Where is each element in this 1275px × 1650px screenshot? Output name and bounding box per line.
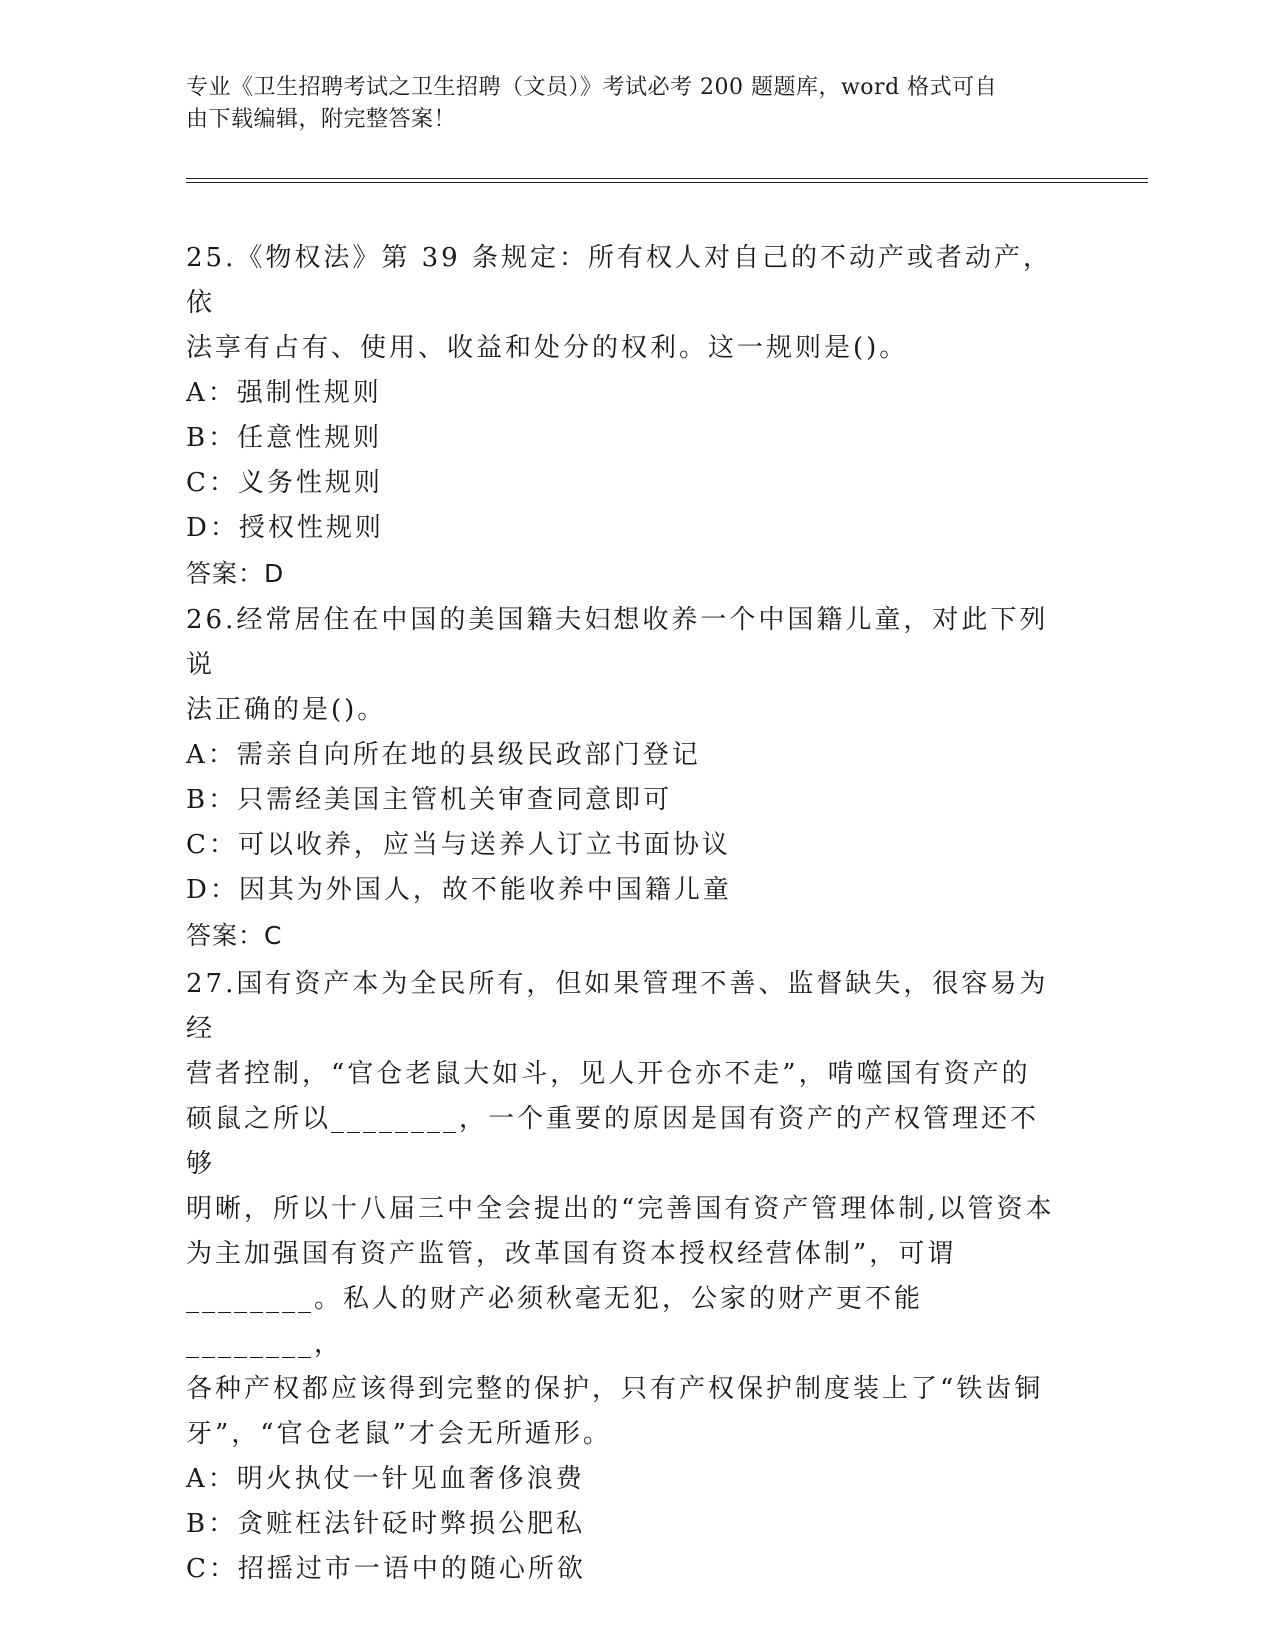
header-line-1: 专业《卫生招聘考试之卫生招聘（文员）》考试必考 200 题题库，word 格式可自 <box>186 75 998 100</box>
option-c: C：招摇过市一语中的随心所欲 <box>186 1554 586 1584</box>
question-stem-line: 26.经常居住在中国的美国籍夫妇想收养一个中国籍儿童，对此下列说 <box>186 605 1049 680</box>
question-stem-line: 27.国有资产本为全民所有，但如果管理不善、监督缺失，很容易为经 <box>186 969 1049 1044</box>
document-header <box>186 72 1066 136</box>
question-stem-line: 牙”，“官仓老鼠”才会无所遁形。 <box>186 1419 612 1449</box>
question-stem-line: 为主加强国有资产监管，改革国有资本授权经营体制”，可谓 <box>186 1239 957 1269</box>
option-a: A：需亲自向所在地的县级民政部门登记 <box>186 740 701 770</box>
question-stem-line: 各种产权都应该得到完整的保护，只有产权保护制度装上了“铁齿铜 <box>186 1374 1044 1404</box>
question-stem-line: 明晰，所以十八届三中全会提出的“完善国有资产管理体制,以管资本 <box>186 1194 1055 1224</box>
header-divider-top <box>186 178 1148 179</box>
question-stem-line: 法享有占有、使用、收益和处分的权利。这一规则是()。 <box>186 333 909 363</box>
option-c: C：可以收养，应当与送养人订立书面协议 <box>186 830 731 860</box>
question-stem-line: 法正确的是()。 <box>186 695 387 725</box>
question-stem-line: ________。私人的财产必须秋毫无犯，公家的财产更不能________， <box>186 1284 924 1359</box>
option-a: A：明火执仗一针见血奢侈浪费 <box>186 1464 585 1494</box>
option-b: B：任意性规则 <box>186 423 383 453</box>
question-26 <box>186 598 1066 958</box>
option-d: D：授权性规则 <box>186 513 384 543</box>
answer-label: 答案：C <box>186 921 283 950</box>
question-25 <box>186 236 1066 596</box>
question-stem-line: 营者控制，“官仓老鼠大如斗，见人开仓亦不走”，啃噬国有资产的 <box>186 1059 1031 1089</box>
option-b: B：只需经美国主管机关审查同意即可 <box>186 785 673 815</box>
option-a: A：强制性规则 <box>186 378 382 408</box>
option-c: C：义务性规则 <box>186 468 383 498</box>
option-b: B：贪赃枉法针砭时弊损公肥私 <box>186 1509 586 1539</box>
question-stem-line: 25.《物权法》第 39 条规定：所有权人对自己的不动产或者动产，依 <box>186 243 1052 318</box>
question-stem-line: 硕鼠之所以________，一个重要的原因是国有资产的产权管理还不够 <box>186 1104 1040 1179</box>
question-27 <box>186 962 1066 1592</box>
header-line-2: 由下载编辑，附完整答案！ <box>186 107 457 132</box>
option-d: D：因其为外国人，故不能收养中国籍儿童 <box>186 875 732 905</box>
header-divider-bottom <box>186 182 1148 183</box>
answer-label: 答案：D <box>186 559 285 588</box>
